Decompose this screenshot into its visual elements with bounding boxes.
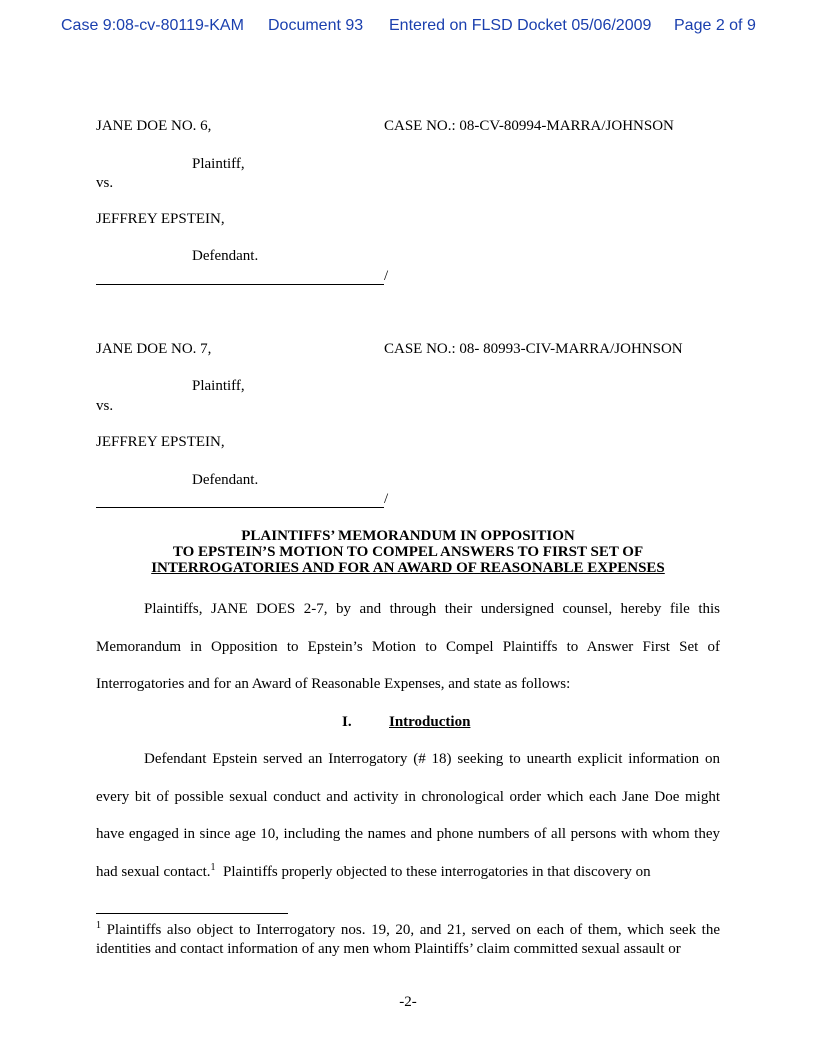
- section-paragraph-continuation: Plaintiffs properly objected to these interrogatories in that discovery on: [223, 864, 651, 881]
- header-case-number: Case 9:08-cv-80119-KAM: [61, 17, 244, 34]
- caption-versus: vs.: [96, 175, 114, 191]
- title-line-3: INTERROGATORIES AND FOR AN AWARD OF REASONABLE EXPENSES: [151, 560, 665, 576]
- intro-paragraph-block: [96, 591, 720, 704]
- caption-plaintiff-name: JANE DOE NO. 7,: [96, 341, 212, 357]
- caption-defendant-name: JEFFREY EPSTEIN,: [96, 211, 225, 227]
- header-entered-date: Entered on FLSD Docket 05/06/2009: [389, 17, 652, 34]
- caption-versus: vs.: [96, 398, 114, 414]
- caption-signature-line: [96, 284, 384, 285]
- caption-defendant-name: JEFFREY EPSTEIN,: [96, 434, 225, 450]
- header-page-count: Page 2 of 9: [674, 17, 756, 34]
- section-paragraph: [96, 741, 720, 892]
- footnote-separator: [96, 913, 288, 914]
- header-document-number: Document 93: [268, 17, 364, 34]
- title-line-2: TO EPSTEIN’S MOTION TO COMPEL ANSWERS TO FIRST SET OF: [172, 544, 644, 560]
- caption-line-slash: /: [384, 268, 389, 284]
- caption-line-slash: /: [384, 491, 389, 507]
- section-title: Introduction: [389, 714, 471, 730]
- caption-signature-line: [96, 507, 384, 508]
- document-title: [96, 528, 720, 576]
- title-line-1: PLAINTIFFS’ MEMORANDUM IN OPPOSITION: [241, 528, 575, 544]
- caption-plaintiff-role: Plaintiff,: [192, 378, 245, 394]
- section-paragraph-text: Defendant Epstein served an Interrogatory (# 18) seeking to unearth explicit information on every bit of possible sexual conduct and activity in chronological order which each Jane Doe might have engaged in since age 10, including the names and phone numbers of all persons with whom they had sexual contact.: [96, 751, 720, 881]
- footnote-reference[interactable]: 1: [210, 862, 216, 874]
- caption-plaintiff-role: Plaintiff,: [192, 156, 245, 172]
- page-number: -2-: [399, 994, 417, 1010]
- footnote: [96, 921, 720, 959]
- caption-defendant-role: Defendant.: [192, 248, 259, 264]
- caption-defendant-role: Defendant.: [192, 472, 259, 488]
- section-heading: [96, 713, 720, 731]
- docket-header: [0, 17, 816, 39]
- caption-case-number: CASE NO.: 08- 80993-CIV-MARRA/JOHNSON: [384, 341, 683, 357]
- footnote-text: Plaintiffs also object to Interrogatory nos. 19, 20, and 21, served on each of them, which seek the identities and contact information of any men whom Plaintiffs’ claim committed sexual assault or: [96, 922, 721, 957]
- section-number: I.: [342, 714, 352, 730]
- footnote-marker: 1: [96, 920, 101, 931]
- caption-plaintiff-name: JANE DOE NO. 6,: [96, 118, 212, 134]
- section-paragraph-block: [96, 741, 720, 892]
- caption-case-number: CASE NO.: 08-CV-80994-MARRA/JOHNSON: [384, 118, 674, 134]
- intro-paragraph: Plaintiffs, JANE DOES 2-7, by and through their undersigned counsel, hereby file this Memorandum in Opposition to Epstein’s Motion to Compel Plaintiffs to Answer First Set of Interrogatories and for an Award of Reasonable Expenses, and state as follows:: [96, 601, 720, 693]
